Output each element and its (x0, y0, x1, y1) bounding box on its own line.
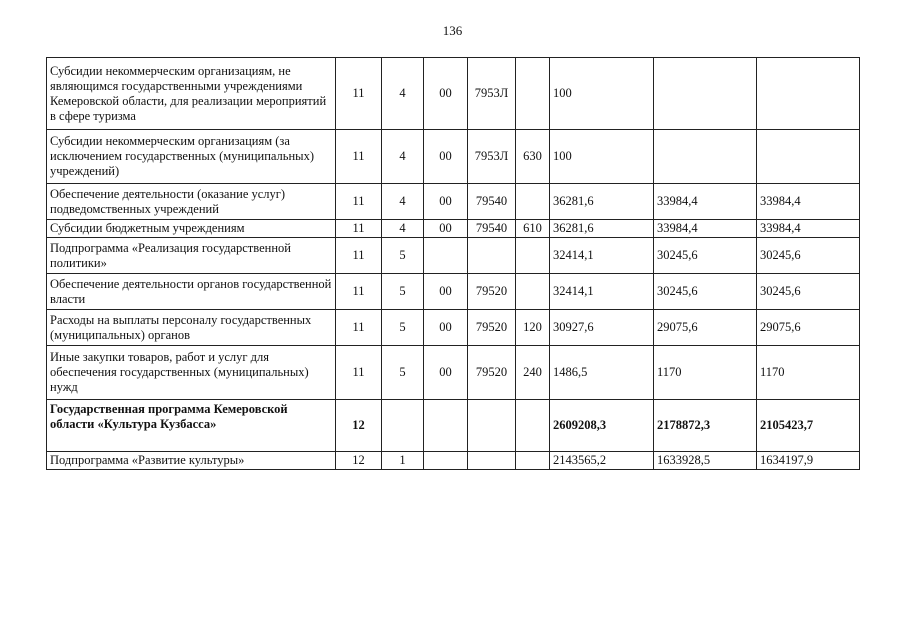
program-code-cell (424, 400, 468, 452)
row-name-cell: Государственная программа Кемеровской области «Культура Кузбасса» (47, 400, 336, 452)
amount-year3-cell: 1634197,9 (757, 452, 860, 470)
table-row (47, 400, 860, 452)
row-name-cell: Подпрограмма «Развитие культуры» (47, 452, 336, 470)
section-code-cell: 11 (336, 220, 382, 238)
amount-year3-cell: 30245,6 (757, 238, 860, 274)
amount-year3-cell: 33984,4 (757, 220, 860, 238)
table-row (47, 452, 860, 470)
program-code-cell: 00 (424, 220, 468, 238)
amount-year1-cell: 1486,5 (550, 346, 654, 400)
section-code-cell: 11 (336, 238, 382, 274)
program-code-cell: 00 (424, 310, 468, 346)
row-name-cell: Расходы на выплаты персоналу государственных (муниципальных) органов (47, 310, 336, 346)
section-code-cell: 11 (336, 58, 382, 130)
table-row (47, 274, 860, 310)
row-name-cell: Обеспечение деятельности (оказание услуг) подведомственных учреждений (47, 184, 336, 220)
amount-year3-cell: 30245,6 (757, 274, 860, 310)
row-name-cell: Подпрограмма «Реализация государственной политики» (47, 238, 336, 274)
expense-type-code-cell (516, 238, 550, 274)
amount-year1-cell: 100 (550, 58, 654, 130)
expense-item-code-cell (468, 238, 516, 274)
amount-year2-cell: 2178872,3 (654, 400, 757, 452)
amount-year1-cell: 2143565,2 (550, 452, 654, 470)
expense-type-code-cell: 120 (516, 310, 550, 346)
table-row (47, 130, 860, 184)
table-body (47, 58, 860, 470)
section-code-cell: 11 (336, 346, 382, 400)
subsection-code-cell: 4 (382, 58, 424, 130)
expense-item-code-cell: 7953Л (468, 58, 516, 130)
amount-year2-cell: 1633928,5 (654, 452, 757, 470)
amount-year2-cell: 30245,6 (654, 274, 757, 310)
subsection-code-cell: 1 (382, 452, 424, 470)
page-number: 136 (442, 23, 463, 38)
amount-year1-cell: 30927,6 (550, 310, 654, 346)
amount-year2-cell (654, 130, 757, 184)
subsection-code-cell: 5 (382, 238, 424, 274)
subsection-code-cell: 5 (382, 310, 424, 346)
expense-item-code-cell (468, 400, 516, 452)
amount-year1-cell: 32414,1 (550, 274, 654, 310)
expense-type-code-cell (516, 58, 550, 130)
expense-item-code-cell (468, 452, 516, 470)
amount-year2-cell: 33984,4 (654, 184, 757, 220)
expense-item-code-cell: 7953Л (468, 130, 516, 184)
program-code-cell: 00 (424, 184, 468, 220)
table-row (47, 184, 860, 220)
expense-type-code-cell (516, 274, 550, 310)
table-row (47, 310, 860, 346)
expense-type-code-cell (516, 400, 550, 452)
row-name-cell: Субсидии некоммерческим организациям (за исключением государственных (муниципальных) учреждений) (47, 130, 336, 184)
expense-item-code-cell: 79520 (468, 274, 516, 310)
amount-year3-cell: 1170 (757, 346, 860, 400)
expense-type-code-cell: 610 (516, 220, 550, 238)
expense-type-code-cell: 240 (516, 346, 550, 400)
section-code-cell: 11 (336, 274, 382, 310)
subsection-code-cell: 5 (382, 274, 424, 310)
row-name-cell: Субсидии бюджетным учреждениям (47, 220, 336, 238)
amount-year2-cell: 30245,6 (654, 238, 757, 274)
amount-year2-cell: 33984,4 (654, 220, 757, 238)
amount-year1-cell: 36281,6 (550, 184, 654, 220)
row-name-cell: Иные закупки товаров, работ и услуг для обеспечения государственных (муниципальных) нужд (47, 346, 336, 400)
subsection-code-cell: 4 (382, 130, 424, 184)
amount-year1-cell: 2609208,3 (550, 400, 654, 452)
amount-year3-cell (757, 58, 860, 130)
budget-table (46, 57, 860, 470)
expense-item-code-cell: 79520 (468, 346, 516, 400)
expense-item-code-cell: 79540 (468, 184, 516, 220)
amount-year1-cell: 32414,1 (550, 238, 654, 274)
expense-item-code-cell: 79520 (468, 310, 516, 346)
amount-year3-cell: 29075,6 (757, 310, 860, 346)
expense-item-code-cell: 79540 (468, 220, 516, 238)
expense-type-code-cell (516, 452, 550, 470)
table-row (47, 220, 860, 238)
amount-year3-cell: 2105423,7 (757, 400, 860, 452)
section-code-cell: 11 (336, 130, 382, 184)
table-row (47, 238, 860, 274)
row-name-cell: Обеспечение деятельности органов государственной власти (47, 274, 336, 310)
subsection-code-cell: 5 (382, 346, 424, 400)
amount-year1-cell: 36281,6 (550, 220, 654, 238)
program-code-cell (424, 238, 468, 274)
subsection-code-cell (382, 400, 424, 452)
amount-year1-cell: 100 (550, 130, 654, 184)
row-name-cell: Субсидии некоммерческим организациям, не являющимся государственными учреждениями Кемеровской области, для реализации мероприятий в сфере туризма (47, 58, 336, 130)
amount-year2-cell (654, 58, 757, 130)
amount-year3-cell (757, 130, 860, 184)
subsection-code-cell: 4 (382, 220, 424, 238)
section-code-cell: 12 (336, 452, 382, 470)
section-code-cell: 11 (336, 310, 382, 346)
amount-year2-cell: 1170 (654, 346, 757, 400)
expense-type-code-cell (516, 184, 550, 220)
program-code-cell: 00 (424, 58, 468, 130)
program-code-cell: 00 (424, 274, 468, 310)
table-row (47, 346, 860, 400)
section-code-cell: 11 (336, 184, 382, 220)
program-code-cell: 00 (424, 130, 468, 184)
program-code-cell: 00 (424, 346, 468, 400)
expense-type-code-cell: 630 (516, 130, 550, 184)
subsection-code-cell: 4 (382, 184, 424, 220)
program-code-cell (424, 452, 468, 470)
table-row (47, 58, 860, 130)
amount-year2-cell: 29075,6 (654, 310, 757, 346)
amount-year3-cell: 33984,4 (757, 184, 860, 220)
section-code-cell: 12 (336, 400, 382, 452)
